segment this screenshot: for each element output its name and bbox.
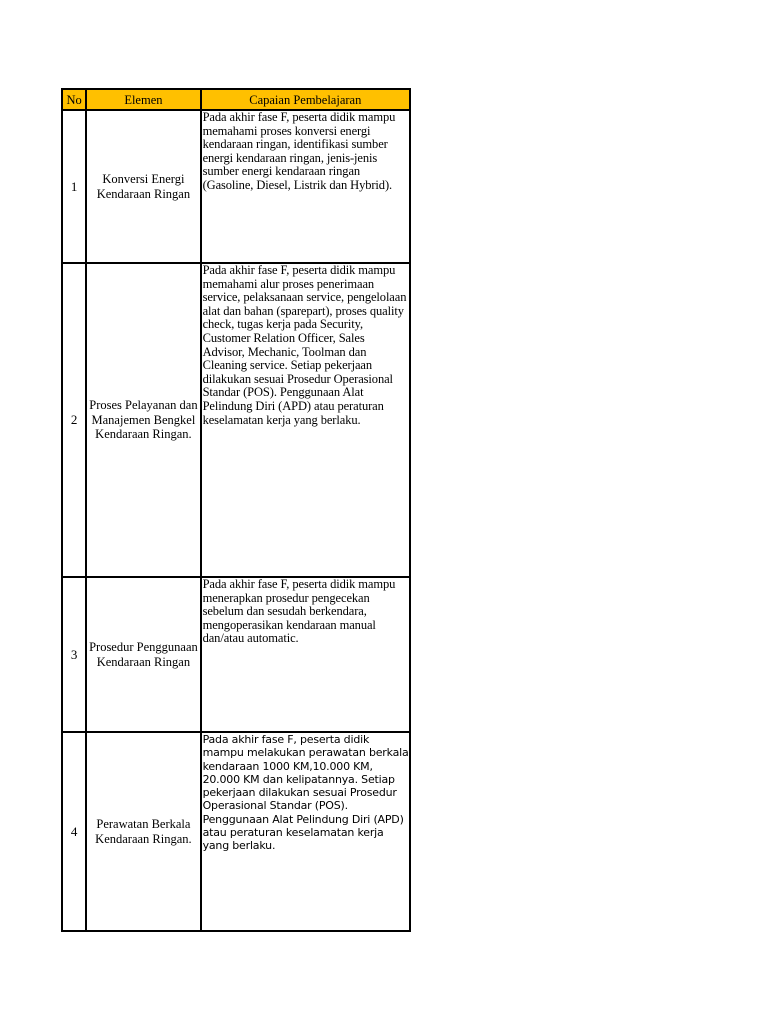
header-elemen: Elemen xyxy=(86,89,200,110)
learning-outcome-text: Pada akhir fase F, peserta didik mampu melakukan perawatan berkala kendaraan 1000 KM,10.000 KM, 20.000 KM dan kelipatannya. Setiap pekerjaan dilakukan sesuai Prosedur Operasional Standar (POS). Penggunaan Alat Pelindung Diri (APD) atau peraturan keselamatan kerja yang berlaku. xyxy=(201,732,410,931)
row-number: 2 xyxy=(62,263,86,577)
table-row xyxy=(62,577,410,732)
element-name: Prosedur Penggunaan Kendaraan Ringan xyxy=(86,577,200,732)
learning-outcome-text: Pada akhir fase F, peserta didik mampu menerapkan prosedur pengecekan sebelum dan sesudah berkendara, mengoperasikan kendaraan manual dan/atau automatic. xyxy=(201,577,410,732)
element-name: Konversi Energi Kendaraan Ringan xyxy=(86,110,200,263)
table-header-row xyxy=(62,89,410,110)
row-number: 4 xyxy=(62,732,86,931)
row-number: 3 xyxy=(62,577,86,732)
table-row xyxy=(62,263,410,577)
element-name: Perawatan Berkala Kendaraan Ringan. xyxy=(86,732,200,931)
row-number: 1 xyxy=(62,110,86,263)
header-no: No xyxy=(62,89,86,110)
table-row xyxy=(62,732,410,931)
learning-outcome-text: Pada akhir fase F, peserta didik mampu memahami alur proses penerimaan service, pelaksanaan service, pengelolaan alat dan bahan (sparepart), proses quality check, tugas kerja pada Security, Customer Relation Officer, Sales Advisor, Mechanic, Toolman dan Cleaning service. Setiap pekerjaan dilakukan sesuai Prosedur Operasional Standar (POS). Penggunaan Alat Pelindung Diri (APD) atau peraturan keselamatan kerja yang berlaku. xyxy=(201,263,410,577)
learning-outcome-text: Pada akhir fase F, peserta didik mampu memahami proses konversi energi kendaraan ringan, identifikasi sumber energi kendaraan ringan, jenis-jenis sumber energi kendaraan ringan (Gasoline, Diesel, Listrik dan Hybrid). xyxy=(201,110,410,263)
element-name: Proses Pelayanan dan Manajemen Bengkel Kendaraan Ringan. xyxy=(86,263,200,577)
table-row xyxy=(62,110,410,263)
header-capaian-pembelajaran: Capaian Pembelajaran xyxy=(201,89,410,110)
learning-outcomes-table xyxy=(61,88,411,932)
